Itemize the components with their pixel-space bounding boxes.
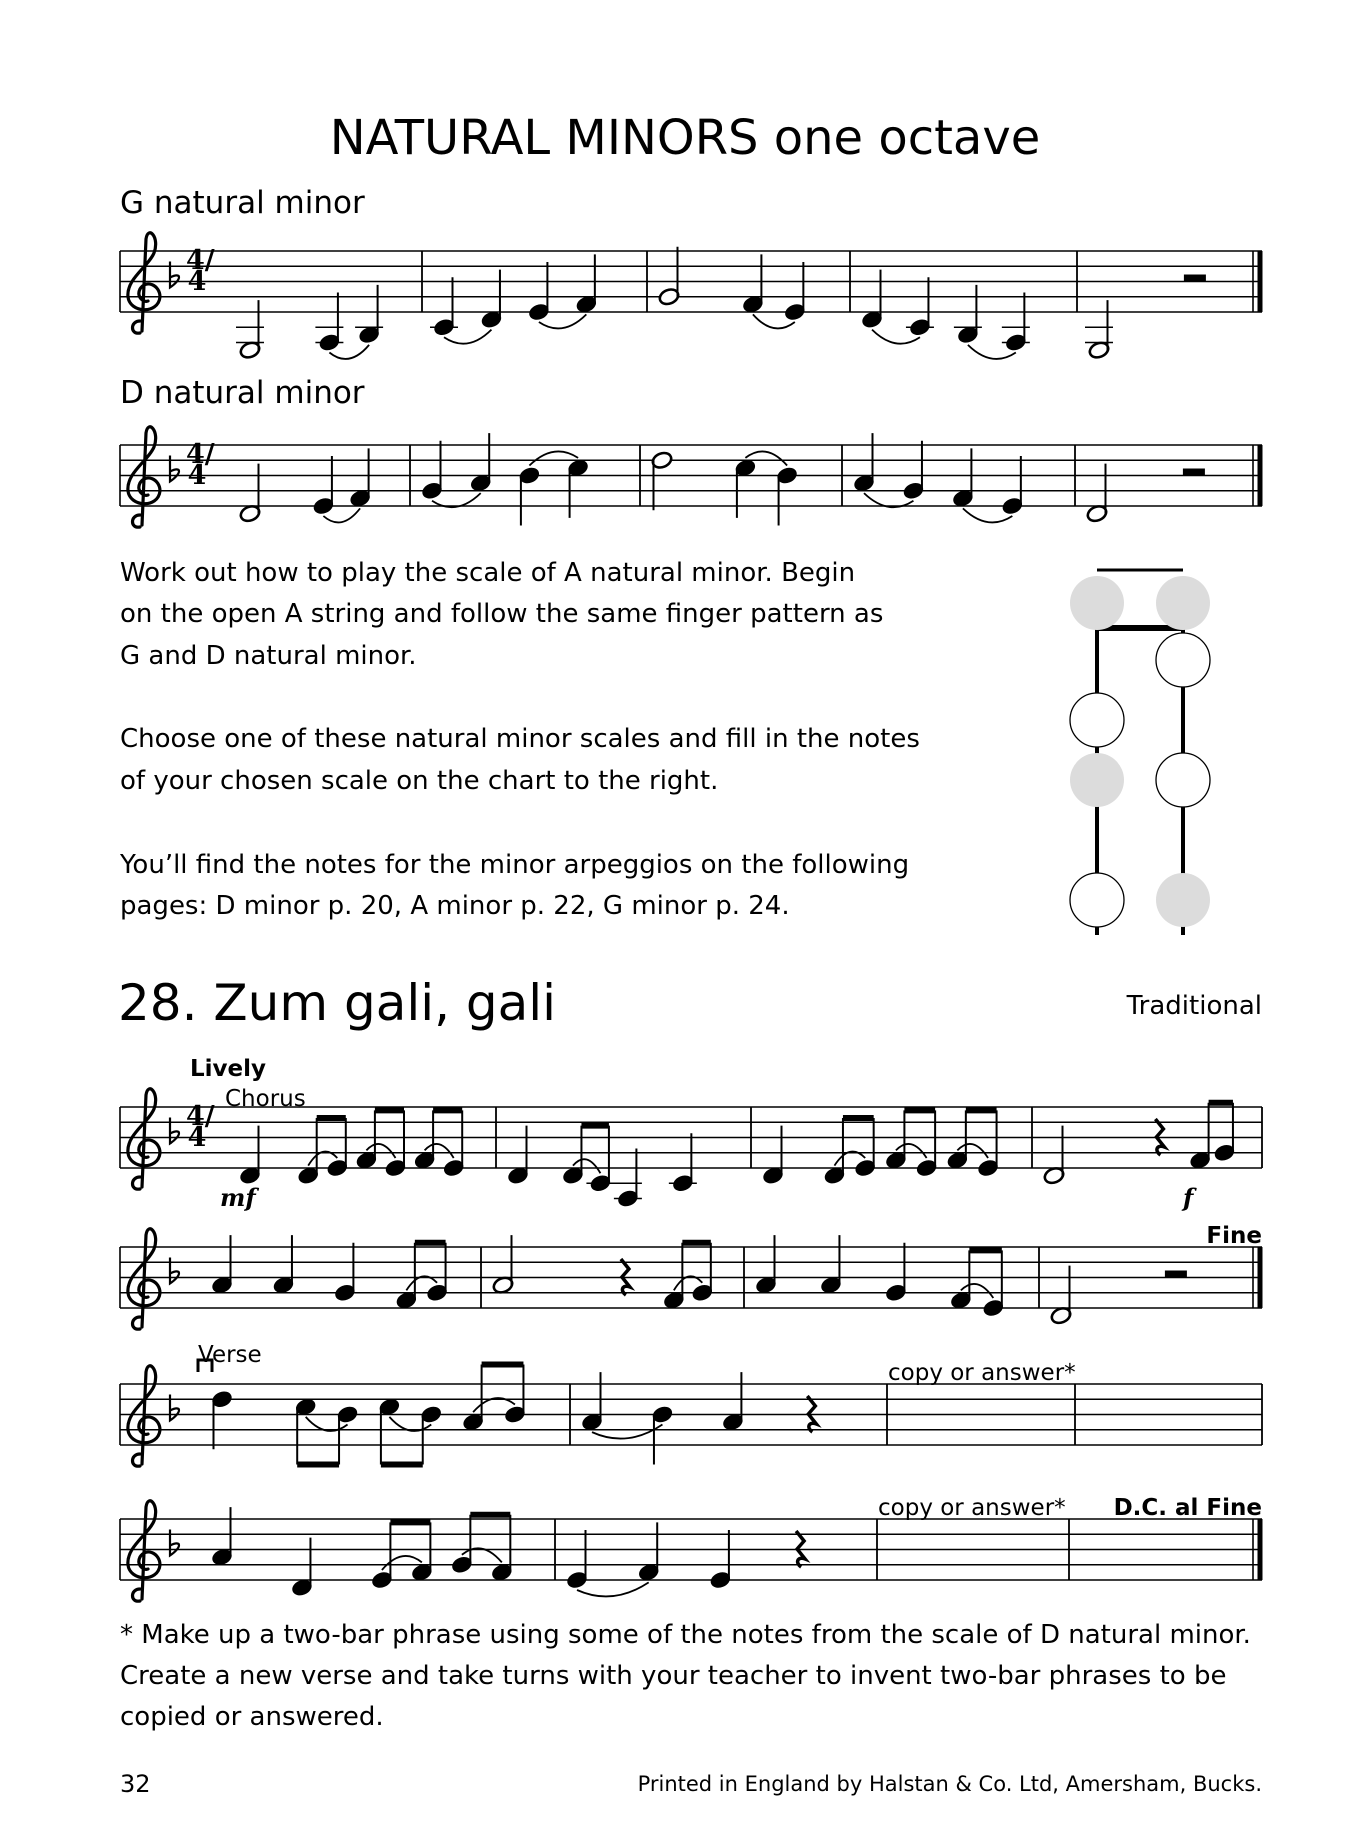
time-signature: 4/4 (186, 245, 215, 297)
shaded-note-circle (1156, 873, 1210, 927)
empty-note-circle (1070, 693, 1124, 747)
flat-icon (170, 1395, 179, 1421)
dynamic-f: f (1183, 1183, 1194, 1212)
footnote-line: Create a new verse and take turns with your teacher to invent two-bar phrases to be (120, 1661, 1227, 1691)
flat-icon (170, 262, 179, 288)
flat-icon (170, 1118, 179, 1144)
slur (432, 493, 481, 507)
time-signature: 4/4 (186, 439, 215, 491)
slur (444, 330, 491, 344)
shaded-note-circle (1156, 576, 1210, 630)
shaded-note-circle (1070, 753, 1124, 807)
instruction-line: G and D natural minor. (120, 641, 417, 671)
slur (539, 314, 586, 328)
slur (529, 451, 578, 465)
half-rest-icon (1184, 275, 1206, 282)
instruction-line: on the open A string and follow the same finger pattern as (120, 599, 884, 629)
treble-clef-icon (128, 233, 160, 333)
song-title: 28. Zum gali, gali (118, 974, 557, 1032)
page-title: NATURAL MINORS one octave (329, 110, 1041, 166)
tempo-marking: Lively (190, 1056, 267, 1082)
composer: Traditional (1126, 991, 1262, 1021)
instruction-line: You’ll find the notes for the minor arpeggios on the following (120, 850, 910, 880)
dynamic-mf: mf (220, 1183, 256, 1212)
half-rest-icon (1165, 1271, 1187, 1278)
flat-icon (170, 1530, 179, 1556)
down-bow-icon (198, 1360, 212, 1372)
scale-heading-g: G natural minor (120, 185, 365, 221)
instruction-line: pages: D minor p. 20, A minor p. 22, G minor p. 24. (120, 891, 790, 921)
time-signature: 4/4 (186, 1101, 215, 1153)
empty-note-circle (1070, 873, 1124, 927)
page-number: 32 (120, 1770, 151, 1798)
slur (577, 1582, 649, 1596)
verse-label: Verse (198, 1342, 262, 1368)
treble-clef-icon (128, 1229, 160, 1329)
empty-note-circle (1156, 753, 1210, 807)
instruction-line: Work out how to play the scale of A natural minor. Begin (120, 558, 856, 588)
flat-icon (170, 456, 179, 482)
shaded-note-circle (1070, 576, 1124, 630)
dc-al-fine-marking: D.C. al Fine (1113, 1495, 1262, 1521)
slur (592, 1425, 662, 1439)
footnote-line: * Make up a two-bar phrase using some of the notes from the scale of D natural minor. (120, 1620, 1251, 1650)
scale-heading-d: D natural minor (120, 375, 365, 411)
treble-clef-icon (128, 1089, 160, 1189)
half-rest-icon (1183, 469, 1205, 476)
flat-icon (170, 1258, 179, 1284)
footnote-line: copied or answered. (120, 1702, 384, 1732)
copy-or-answer-label: copy or answer* (878, 1495, 1066, 1521)
treble-clef-icon (128, 1501, 160, 1601)
treble-clef-icon (128, 1366, 160, 1466)
empty-note-circle (1156, 633, 1210, 687)
chorus-label: Chorus (225, 1086, 306, 1112)
instruction-line: of your chosen scale on the chart to the right. (120, 766, 719, 796)
printer-credit: Printed in England by Halstan & Co. Ltd, Amersham, Bucks. (637, 1772, 1262, 1796)
copy-or-answer-label: copy or answer* (888, 1360, 1076, 1386)
fine-marking: Fine (1206, 1223, 1262, 1249)
treble-clef-icon (128, 427, 160, 527)
instruction-line: Choose one of these natural minor scales and fill in the notes (120, 724, 920, 754)
